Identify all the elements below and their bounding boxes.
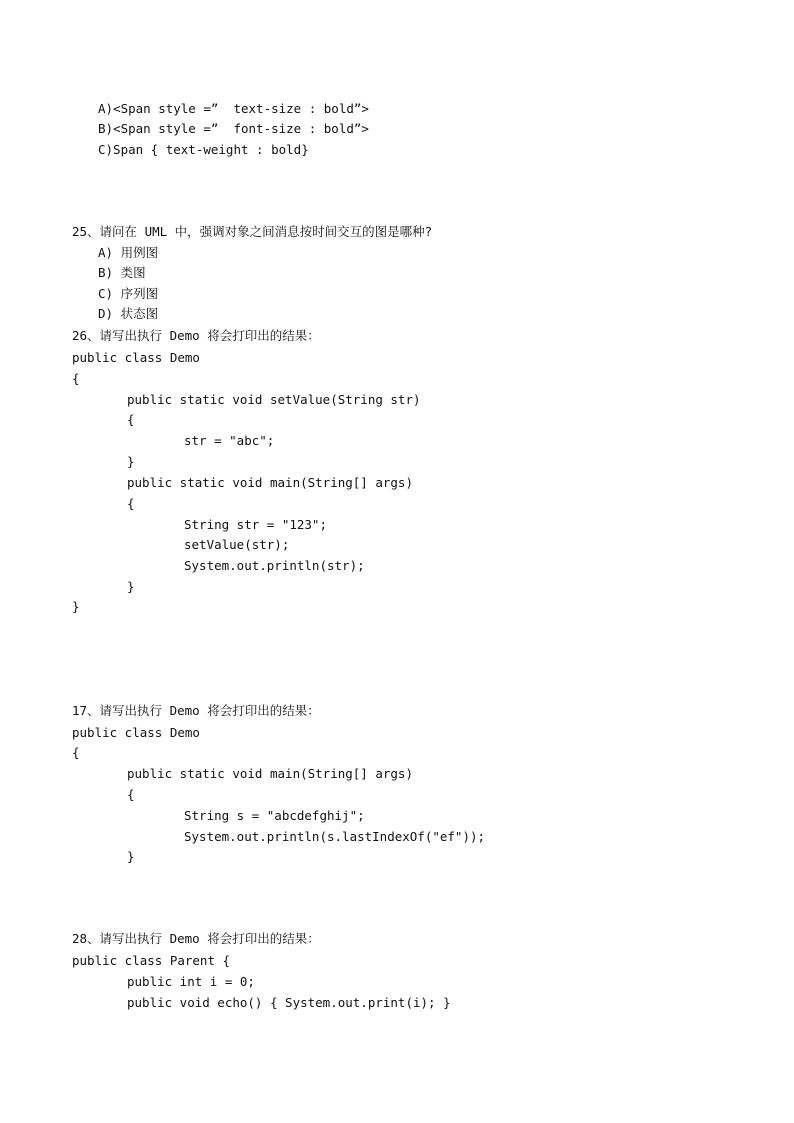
code-line: public class Demo bbox=[72, 350, 200, 365]
option-a-line: A)<Span style =” text-size : bold”> bbox=[98, 101, 369, 116]
code-line: String s = "abcdefghij"; bbox=[184, 808, 365, 823]
question-17-title: 17、请写出执行 Demo 将会打印出的结果： bbox=[72, 703, 320, 718]
code-line: } bbox=[127, 579, 135, 594]
code-line: } bbox=[127, 454, 135, 469]
code-line: { bbox=[127, 412, 135, 427]
code-line: System.out.println(s.lastIndexOf("ef")); bbox=[184, 829, 486, 844]
code-line: } bbox=[127, 849, 135, 864]
code-line: public class Parent { bbox=[72, 953, 231, 968]
option-b-line: B)<Span style =” font-size : bold”> bbox=[98, 121, 369, 136]
code-line: setValue(str); bbox=[184, 537, 290, 552]
code-line: System.out.println(str); bbox=[184, 558, 365, 573]
question-26-title: 26、请写出执行 Demo 将会打印出的结果： bbox=[72, 328, 320, 343]
code-line: { bbox=[72, 371, 80, 386]
code-line: String str = "123"; bbox=[184, 517, 327, 532]
code-line: public static void setValue(String str) bbox=[127, 392, 421, 407]
question-25-option-d: D) 状态图 bbox=[98, 306, 159, 321]
question-25-option-a: A) 用例图 bbox=[98, 245, 159, 260]
code-line: public static void main(String[] args) bbox=[127, 766, 413, 781]
question-25-option-b: B) 类图 bbox=[98, 265, 146, 280]
question-25-title: 25、请问在 UML 中，强调对象之间消息按时间交互的图是哪种? bbox=[72, 224, 433, 239]
code-line: } bbox=[72, 599, 80, 614]
code-line: { bbox=[72, 745, 80, 760]
code-line: public void echo() { System.out.print(i); } bbox=[127, 995, 451, 1010]
option-c-line: C)Span { text-weight : bold} bbox=[98, 142, 309, 157]
code-line: { bbox=[127, 496, 135, 511]
code-line: str = "abc"; bbox=[184, 433, 275, 448]
code-line: public class Demo bbox=[72, 725, 200, 740]
question-25-option-c: C) 序列图 bbox=[98, 286, 159, 301]
code-line: { bbox=[127, 787, 135, 802]
code-line: public static void main(String[] args) bbox=[127, 475, 413, 490]
question-28-title: 28、请写出执行 Demo 将会打印出的结果： bbox=[72, 931, 320, 946]
code-line: public int i = 0; bbox=[127, 974, 255, 989]
